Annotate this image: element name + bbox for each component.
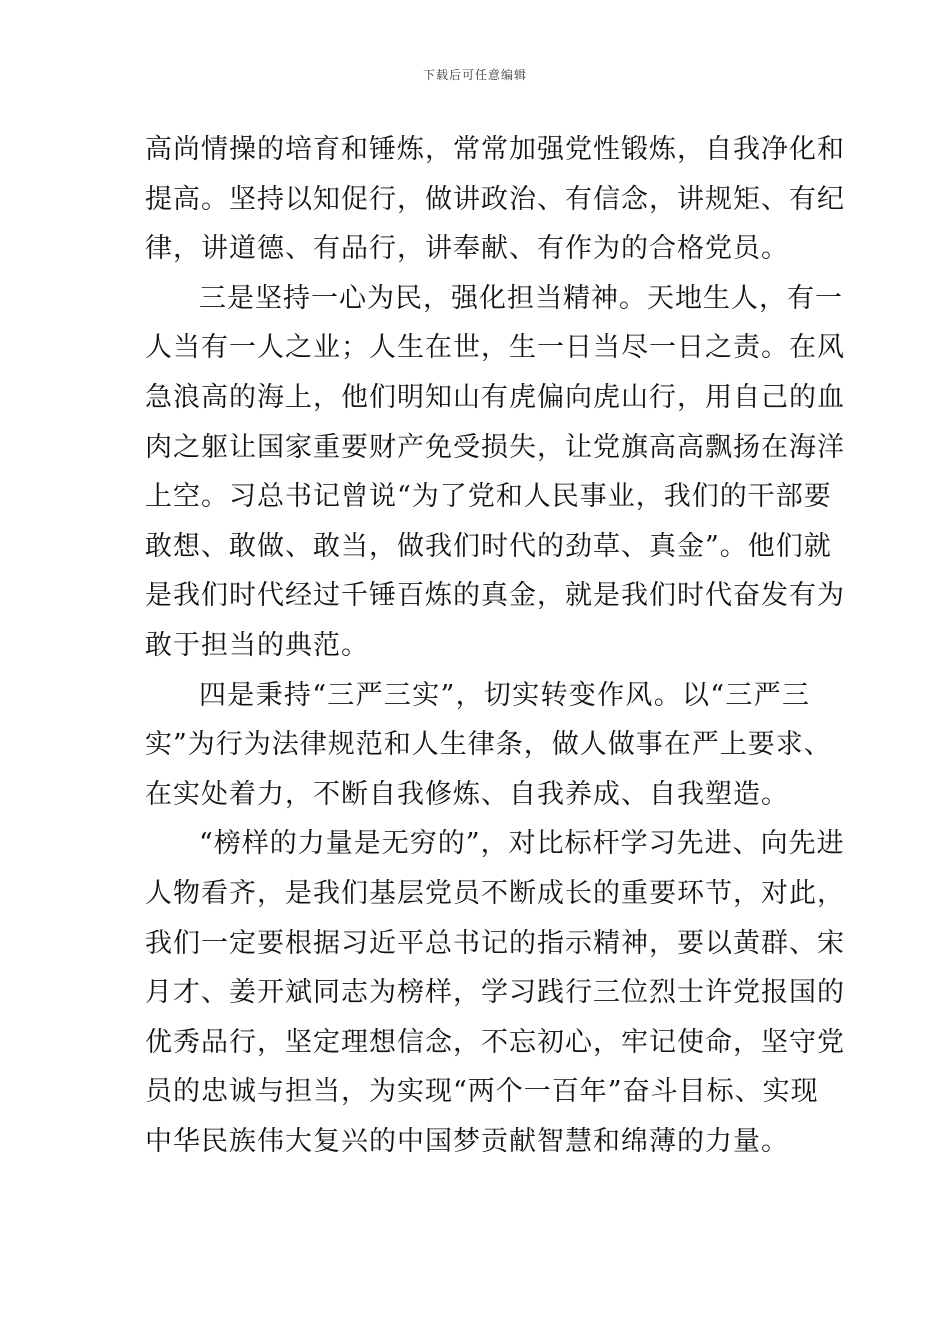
text-line: 提高。坚持以知促行，做讲政治、有信念，讲规矩、有纪 [145, 183, 845, 215]
page-header: 下载后可任意编辑 [422, 68, 527, 82]
text-line: 高尚情操的培育和锤炼，常常加强党性锻炼，自我净化和 [145, 134, 845, 165]
text-line: 律，讲道德、有品行，讲奉献、有作为的合格党员。 [145, 233, 789, 265]
text-line: 在实处着力，不断自我修炼、自我养成、自我塑造。 [145, 778, 789, 810]
text-line: 四是秉持“三严三实”，切实转变作风。以“三严三 [199, 679, 810, 711]
text-line: 优秀品行，坚定理想信念，不忘初心，牢记使命，坚守党 [145, 1026, 845, 1058]
text-line: 中华民族伟大复兴的中国梦贡献智慧和绵薄的力量。 [145, 1125, 789, 1157]
text-line: 敢于担当的典范。 [145, 629, 369, 661]
text-line: 我们一定要根据习近平总书记的指示精神，要以黄群、宋 [145, 927, 845, 959]
document-body [145, 125, 845, 1166]
text-line: 实”为行为法律规范和人生律条，做人做事在严上要求、 [145, 729, 832, 761]
text-line: 敢想、敢做、敢当，做我们时代的劲草、真金”。他们就 [145, 530, 832, 562]
text-line: 上空。习总书记曾说“为了党和人民事业，我们的干部要 [145, 481, 832, 513]
text-line: 员的忠诚与担当，为实现“两个一百年”奋斗目标、实现 [145, 1076, 819, 1108]
text-line: “榜样的力量是无穷的”，对比标杆学习先进、向先进 [199, 828, 845, 860]
text-line: 人物看齐，是我们基层党员不断成长的重要环节，对此， [145, 877, 845, 909]
text-line: 是我们时代经过千锤百炼的真金，就是我们时代奋发有为 [145, 580, 845, 612]
text-line: 肉之躯让国家重要财产免受损失，让党旗高高飘扬在海洋 [145, 431, 845, 463]
text-line: 月才、姜开斌同志为榜样，学习践行三位烈士许党报国的 [145, 977, 845, 1009]
text-line: 人当有一人之业；人生在世，生一日当尽一日之责。在风 [145, 332, 845, 364]
text-line: 三是坚持一心为民，强化担当精神。天地生人，有一 [199, 282, 843, 314]
text-line: 急浪高的海上，他们明知山有虎偏向虎山行，用自己的血 [145, 381, 845, 413]
